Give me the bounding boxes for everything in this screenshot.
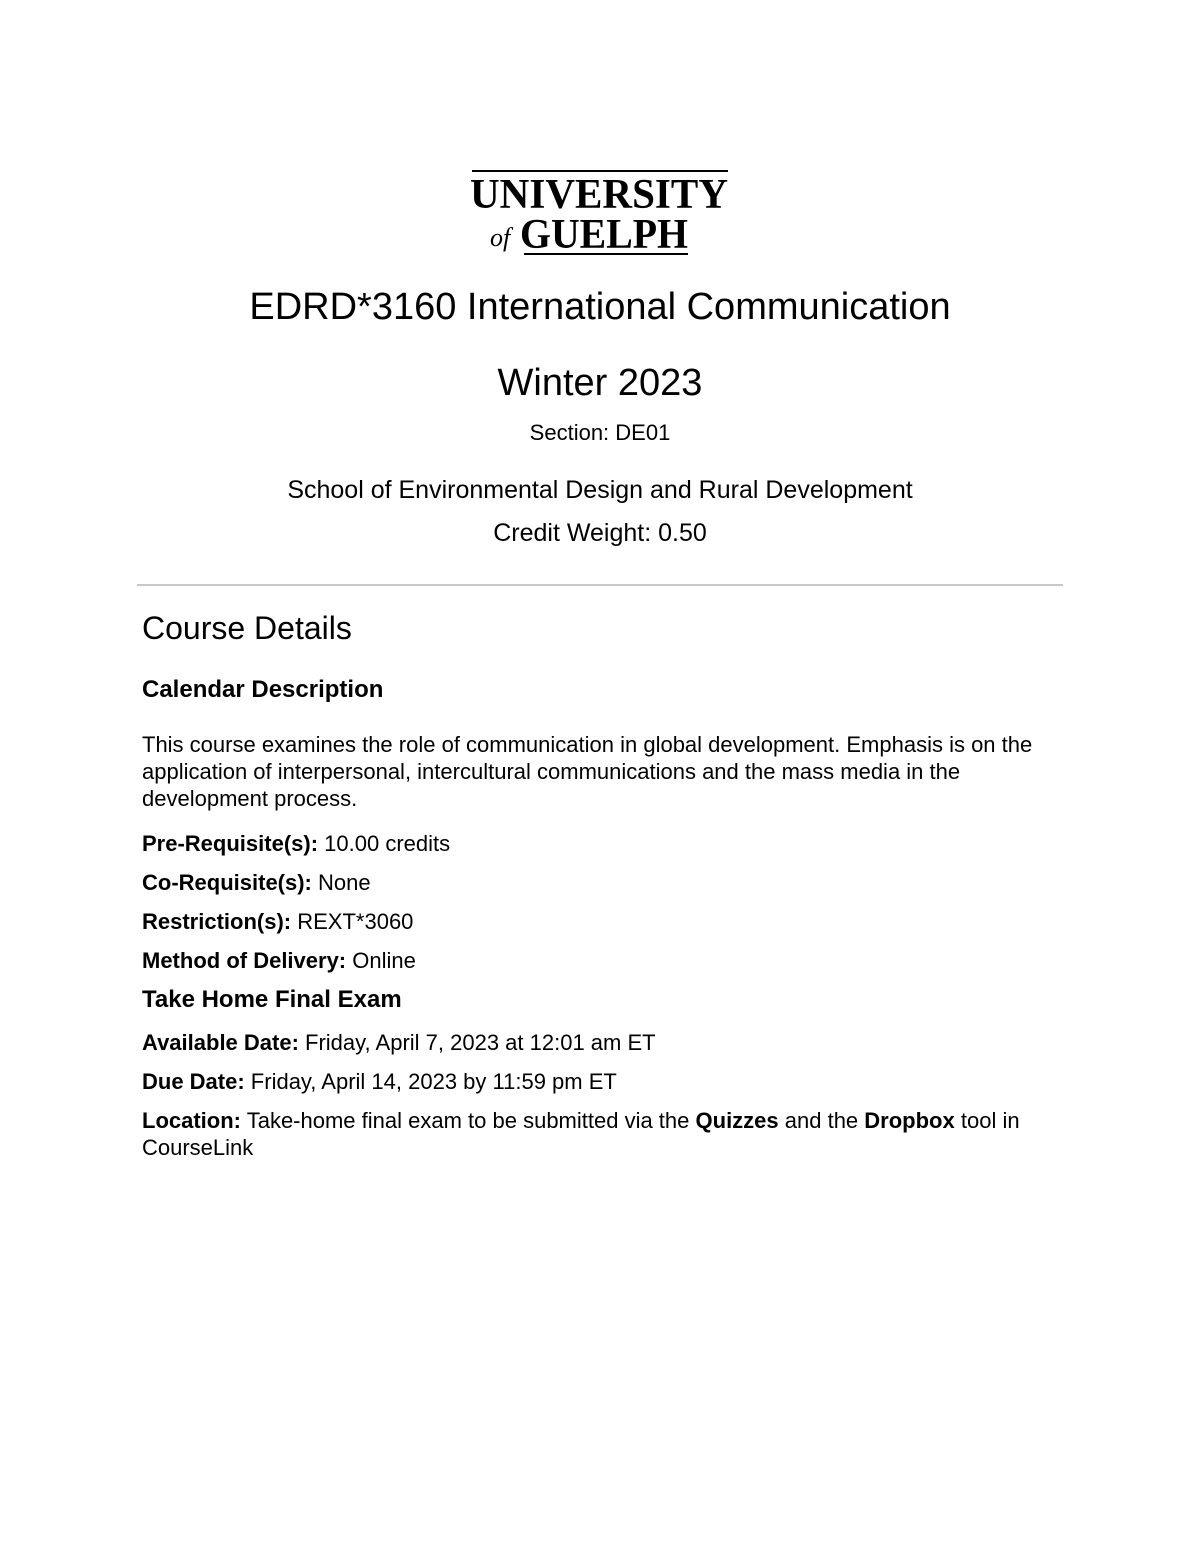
calendar-description: This course examines the role of communication in global development. Emphasis is on the application of interpersonal, intercultural communications and the mass media in the development process. [142, 732, 1033, 811]
school-name: School of Environmental Design and Rural Development [287, 476, 913, 504]
section-divider [137, 584, 1063, 586]
due-date-label: Due Date: [142, 1069, 245, 1094]
location-text-1: Take-home final exam to be submitted via the [241, 1108, 696, 1133]
restrictions-value: REXT*3060 [291, 909, 414, 934]
method-of-delivery-field [142, 947, 1062, 974]
prerequisites-field [142, 830, 1062, 857]
credit-weight: Credit Weight: 0.50 [493, 519, 707, 547]
due-date-value: Friday, April 14, 2023 by 11:59 pm ET [244, 1069, 617, 1094]
due-date-field [142, 1068, 1062, 1095]
method-of-delivery-value: Online [346, 948, 416, 973]
method-of-delivery-label: Method of Delivery: [142, 948, 347, 973]
restrictions-label: Restriction(s): [142, 909, 292, 934]
location-field [142, 1107, 1062, 1161]
location-dropbox: Dropbox [864, 1108, 955, 1133]
course-title: EDRD*3160 International Communication [249, 286, 951, 328]
final-exam-heading: Take Home Final Exam [142, 986, 402, 1013]
restrictions-field [142, 908, 1062, 935]
corequisites-label: Co-Requisite(s): [142, 870, 312, 895]
available-date-value: Friday, April 7, 2023 at 12:01 am ET [298, 1030, 656, 1055]
location-text-2: and the [778, 1108, 865, 1133]
section-label: Section: DE01 [529, 420, 671, 445]
available-date-field [142, 1029, 1062, 1056]
calendar-description-heading: Calendar Description [142, 676, 384, 703]
available-date-label: Available Date: [142, 1030, 299, 1055]
corequisites-field [142, 869, 1062, 896]
logo-line-university: UNIVERSITY [470, 172, 728, 218]
logo-line-guelph: GUELPH [520, 212, 688, 258]
location-quizzes: Quizzes [695, 1108, 779, 1133]
prerequisites-label: Pre-Requisite(s): [142, 831, 319, 856]
prerequisites-value: 10.00 credits [318, 831, 451, 856]
logo-of: of [490, 223, 511, 252]
university-of-guelph-logo [468, 168, 732, 260]
location-label: Location: [142, 1108, 241, 1133]
term: Winter 2023 [497, 362, 703, 404]
corequisites-value: None [311, 870, 371, 895]
course-details-heading: Course Details [142, 610, 352, 646]
location-text-3: tool in CourseLink [142, 1108, 1020, 1160]
